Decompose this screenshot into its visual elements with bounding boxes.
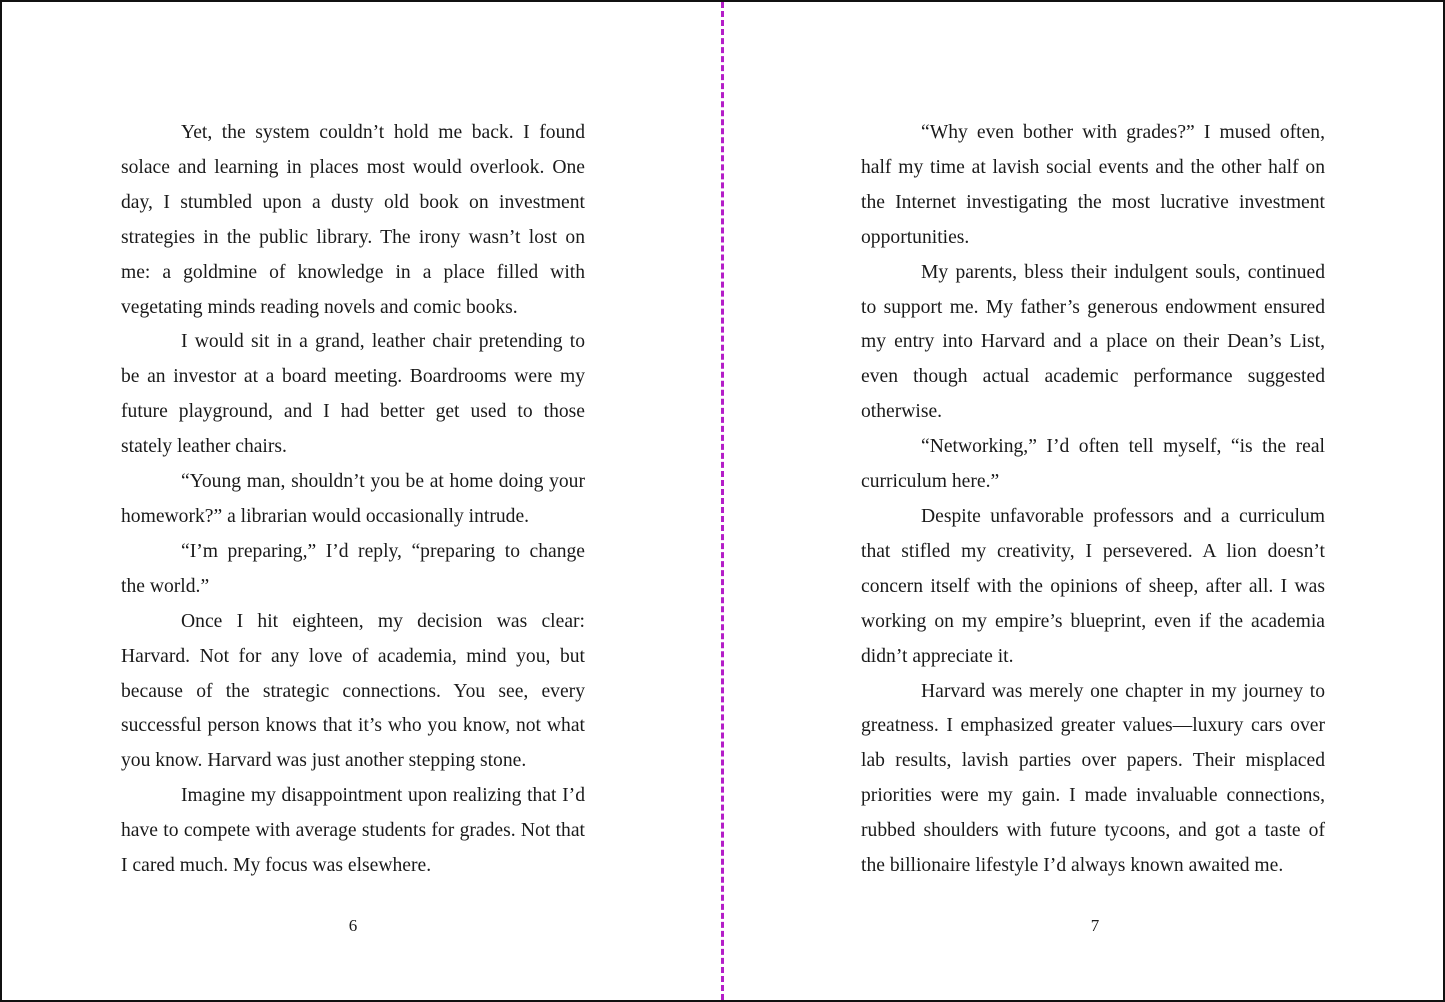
paragraph: Imagine my disappointment upon realizing that I’d have to compete with average students for grades. Not that I cared much. My focus was elsewhere. bbox=[121, 785, 585, 877]
right-page-text bbox=[861, 116, 1325, 884]
paragraph: “I’m preparing,” I’d reply, “preparing to change the world.” bbox=[121, 540, 585, 597]
paragraph: “Why even bother with grades?” I mused often, half my time at lavish social events and the other half on the Internet investigating the most lucrative investment opportunities. bbox=[861, 122, 1325, 248]
page-number-right: 7 bbox=[1090, 916, 1100, 935]
paragraph: Once I hit eighteen, my decision was clear: Harvard. Not for any love of academia, mind you, but because of the strategic connections. You see, every successful person knows that it’s who you know, not what you know. Harvard was just another stepping stone. bbox=[121, 610, 585, 772]
paragraph: “Young man, shouldn’t you be at home doing your homework?” a librarian would occasionally intrude. bbox=[121, 471, 585, 527]
left-page bbox=[2, 2, 722, 1000]
paragraph: Harvard was merely one chapter in my journey to greatness. I emphasized greater values—luxury cars over lab results, lavish parties over papers. Their misplaced priorities were my gain. I made invaluable connections, rubbed shoulders with future tycoons, and got a taste of the billionaire lifestyle I’d always known awaited me. bbox=[861, 680, 1325, 877]
paragraph: My parents, bless their indulgent souls, continued to support me. My father’s generous endowment ensured my entry into Harvard and a place on their Dean’s List, even though actual academic performance suggested otherwise. bbox=[861, 261, 1325, 423]
paragraph: Yet, the system couldn’t hold me back. I found solace and learning in places most would overlook. One day, I stumbled upon a dusty old book on investment strategies in the public library. The irony wasn’t lost on me: a goldmine of knowledge in a place filled with vegetating minds reading novels and comic books. bbox=[121, 122, 585, 318]
left-page-text bbox=[121, 116, 585, 884]
page-number-left: 6 bbox=[348, 916, 358, 935]
paragraph: “Networking,” I’d often tell myself, “is the real curriculum here.” bbox=[861, 436, 1325, 493]
paragraph: Despite unfavorable professors and a curriculum that stifled my creativity, I persevered. A lion doesn’t concern itself with the opinions of sheep, after all. I was working on my empire’s blueprint, even if the academia didn’t appreciate it. bbox=[861, 505, 1325, 667]
right-page bbox=[724, 2, 1444, 1000]
paragraph: I would sit in a grand, leather chair pretending to be an investor at a board meeting. Boardrooms were my future playground, and I had better get used to those stately leather chairs. bbox=[121, 331, 585, 458]
